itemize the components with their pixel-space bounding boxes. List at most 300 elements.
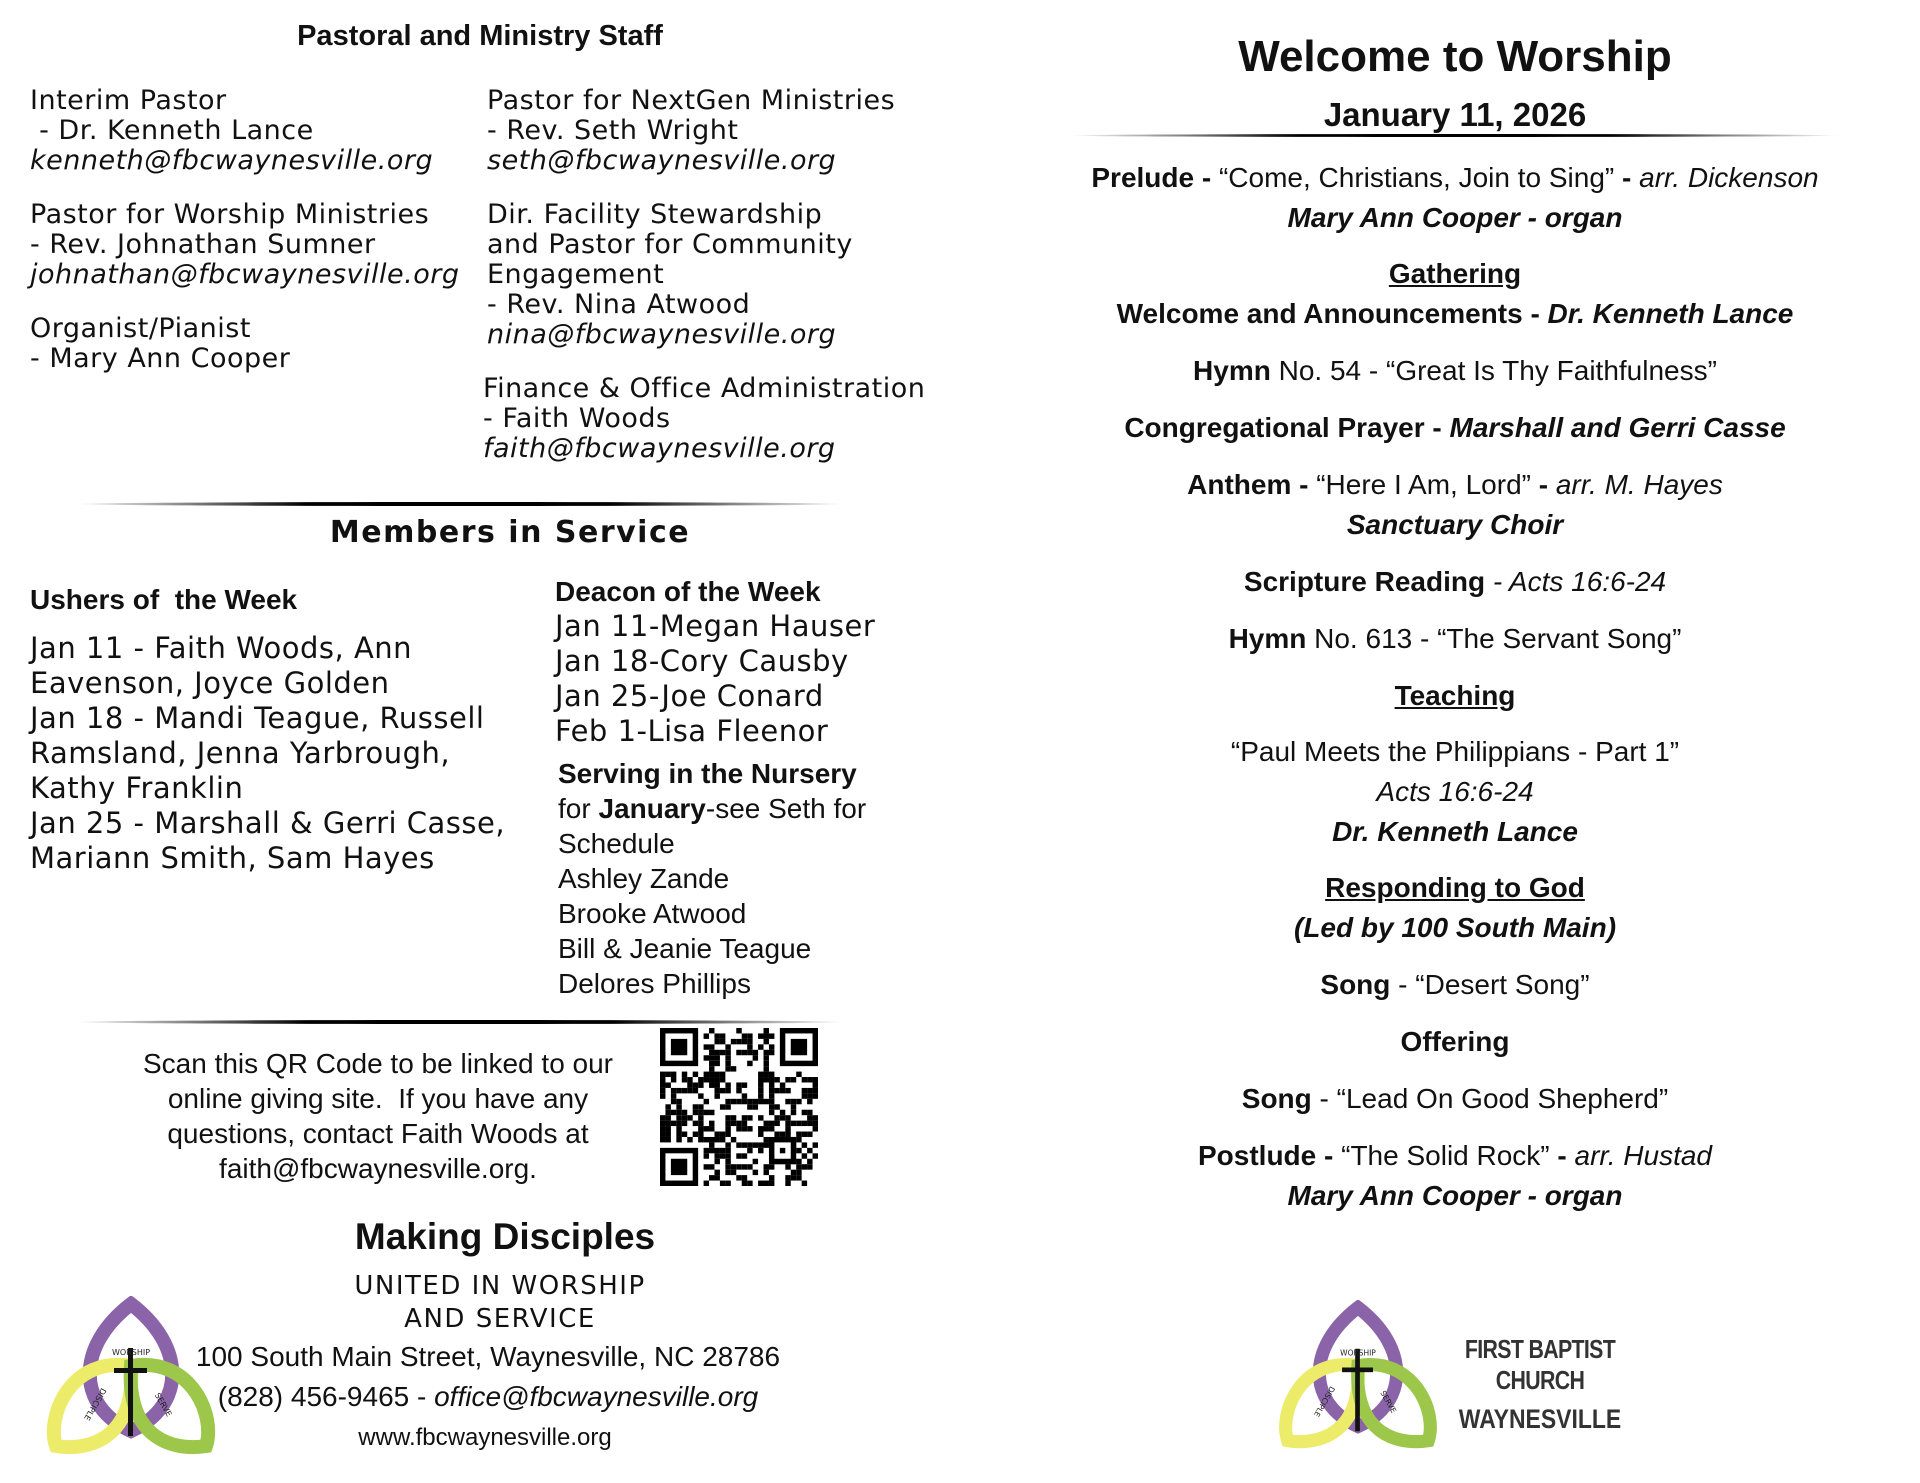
qr-module — [704, 1033, 709, 1038]
list-item: Eavenson, Joyce Golden — [30, 666, 390, 700]
qr-module — [720, 1132, 725, 1137]
qr-module — [780, 1082, 785, 1087]
qr-module — [709, 1137, 714, 1142]
anthem-arranger: arr. M. Hayes — [1555, 469, 1723, 500]
qr-module — [714, 1159, 719, 1164]
qr-module — [742, 1093, 747, 1098]
qr-module — [764, 1033, 769, 1038]
qr-module — [747, 1039, 752, 1044]
qr-module — [693, 1088, 698, 1093]
qr-module — [720, 1050, 725, 1055]
list-item: Jan 18-Cory Causby — [555, 644, 849, 678]
qr-module — [714, 1033, 719, 1038]
list-item: Ramsland, Jenna Yarbrough, — [30, 736, 451, 770]
qr-module — [676, 1104, 681, 1109]
qr-module — [698, 1126, 703, 1131]
qr-code[interactable] — [660, 1028, 818, 1186]
song-2-line — [1030, 1079, 1880, 1119]
scripture-text: - Acts 16:6-24 — [1485, 566, 1667, 597]
qr-module — [660, 1093, 665, 1098]
sermon-scripture — [1030, 772, 1880, 812]
qr-module — [813, 1126, 818, 1131]
qr-module — [774, 1088, 779, 1093]
prelude-sep: - — [1614, 162, 1640, 193]
qr-module — [736, 1099, 741, 1104]
qr-module — [736, 1121, 741, 1126]
qr-module — [802, 1093, 807, 1098]
qr-module — [725, 1142, 730, 1147]
postlude-performer-text: Mary Ann Cooper - organ — [1287, 1180, 1623, 1211]
qr-module — [709, 1175, 714, 1180]
qr-module — [725, 1148, 730, 1153]
qr-module — [731, 1039, 736, 1044]
qr-module — [758, 1132, 763, 1137]
website-link[interactable]: www.fbcwaynesville.org — [358, 1424, 612, 1451]
qr-module — [769, 1072, 774, 1077]
qr-module — [791, 1099, 796, 1104]
staff-role: Pastor for NextGen Ministries — [487, 85, 896, 116]
qr-module — [807, 1132, 812, 1137]
nursery-see: -see Seth for — [705, 793, 867, 824]
song-1-line — [1030, 965, 1880, 1005]
led-by — [1030, 908, 1880, 948]
qr-module — [693, 1132, 698, 1137]
united-tagline — [250, 1270, 750, 1336]
qr-module — [769, 1164, 774, 1169]
church-logo-left — [46, 1296, 216, 1456]
staff-email: johnathan@fbcwaynesville.org — [30, 259, 460, 290]
postlude-line — [1030, 1136, 1880, 1176]
teaching-heading: Teaching — [1394, 680, 1516, 711]
hymn-2-text: No. 613 - “The Servant Song” — [1306, 623, 1682, 654]
qr-module — [720, 1039, 725, 1044]
service-date: January 11, 2026 — [1323, 96, 1587, 133]
qr-module — [785, 1164, 790, 1169]
qr-module — [660, 1126, 665, 1131]
qr-module — [758, 1126, 763, 1131]
qr-module — [736, 1039, 741, 1044]
qr-module — [731, 1170, 736, 1175]
qr-module — [813, 1088, 818, 1093]
qr-module — [714, 1175, 719, 1180]
qr-module — [785, 1181, 790, 1186]
qr-module — [753, 1104, 758, 1109]
church-name — [1420, 1334, 1660, 1435]
qr-module — [682, 1088, 687, 1093]
qr-module — [698, 1132, 703, 1137]
qr-module — [742, 1050, 747, 1055]
qr-module — [725, 1044, 730, 1049]
qr-module — [731, 1164, 736, 1169]
qr-module — [764, 1164, 769, 1169]
hymn-1-line — [1030, 351, 1880, 391]
qr-module — [769, 1110, 774, 1115]
qr-instructions — [118, 1046, 638, 1186]
qr-module — [693, 1072, 698, 1077]
qr-module — [725, 1132, 730, 1137]
qr-module — [704, 1099, 709, 1104]
qr-module — [796, 1072, 801, 1077]
qr-module — [764, 1099, 769, 1104]
staff-role: Dir. Facility Stewardship — [487, 199, 823, 230]
qr-module — [747, 1099, 752, 1104]
song-1-label: Song — [1320, 969, 1391, 1000]
postlude-sep: - — [1549, 1140, 1575, 1171]
qr-module — [660, 1072, 665, 1077]
staff-entry-nextgen-pastor — [487, 86, 957, 176]
qr-module — [665, 1137, 670, 1142]
qr-module — [676, 1110, 681, 1115]
staff-email: seth@fbcwaynesville.org — [487, 145, 837, 176]
list-item: Brooke Atwood — [558, 898, 747, 929]
logo-cross-bar — [114, 1368, 147, 1373]
qr-module — [714, 1039, 719, 1044]
qr-module — [698, 1077, 703, 1082]
qr-module — [742, 1164, 747, 1169]
staff-name: - Faith Woods — [483, 403, 671, 434]
qr-module — [813, 1077, 818, 1082]
list-item: Feb 1-Lisa Fleenor — [555, 714, 829, 748]
list-item: Jan 25 - Marshall & Gerri Casse, — [30, 806, 506, 840]
qr-module — [785, 1121, 790, 1126]
nursery-for: for — [558, 793, 599, 824]
qr-module — [709, 1072, 714, 1077]
qr-module — [813, 1082, 818, 1087]
led-by-text: (Led by 100 South Main) — [1293, 912, 1617, 943]
prayer-label: Congregational Prayer - — [1124, 412, 1450, 443]
qr-module — [714, 1077, 719, 1082]
qr-module — [753, 1099, 758, 1104]
ushers-section — [30, 582, 550, 876]
qr-module — [736, 1050, 741, 1055]
qr-module — [687, 1115, 692, 1120]
qr-module — [709, 1050, 714, 1055]
logo-word-disciple: DISCIPLE — [1312, 1384, 1337, 1419]
qr-module — [720, 1181, 725, 1186]
qr-module — [725, 1159, 730, 1164]
responding-heading: Responding to God — [1325, 872, 1585, 903]
making-disciples-heading: Making Disciples — [354, 1216, 656, 1257]
staff-entry-worship-pastor — [30, 200, 480, 290]
qr-module — [807, 1088, 812, 1093]
qr-module — [671, 1159, 687, 1175]
qr-module — [791, 1104, 796, 1109]
qr-module — [780, 1148, 785, 1153]
staff-role: Interim Pastor — [30, 85, 227, 116]
qr-module — [671, 1121, 676, 1126]
qr-module — [720, 1033, 725, 1038]
logo-word-worship: WORSHIP — [111, 1348, 151, 1357]
nursery-month-line — [558, 791, 938, 826]
qr-module — [714, 1093, 719, 1098]
qr-module — [704, 1055, 709, 1060]
logo-word-worship: WORSHIP — [1340, 1348, 1376, 1358]
qr-module — [758, 1115, 763, 1120]
prelude-arranger: arr. Dickenson — [1639, 162, 1819, 193]
qr-module — [769, 1082, 774, 1087]
qr-module — [693, 1082, 698, 1087]
qr-module — [769, 1044, 774, 1049]
offering-line — [1030, 1022, 1880, 1062]
qr-text-line: online giving site. If you have any — [167, 1083, 589, 1114]
qr-module — [742, 1115, 747, 1120]
logo-word-disciple: DISCIPLE — [82, 1386, 108, 1423]
qr-module — [807, 1077, 812, 1082]
qr-module — [785, 1126, 790, 1131]
qr-module — [769, 1050, 774, 1055]
qr-module — [764, 1077, 769, 1082]
qr-module — [753, 1055, 758, 1060]
qr-module — [785, 1099, 790, 1104]
qr-module — [682, 1072, 687, 1077]
anthem-label: Anthem - — [1187, 469, 1317, 500]
hymn-2-line — [1030, 619, 1880, 659]
prelude-title: “Come, Christians, Join to Sing” — [1218, 162, 1615, 193]
qr-module — [725, 1082, 730, 1087]
qr-module — [720, 1088, 725, 1093]
qr-module — [671, 1099, 676, 1104]
qr-module — [753, 1159, 758, 1164]
qr-module — [687, 1088, 692, 1093]
section-gathering — [1030, 254, 1880, 294]
qr-module — [764, 1142, 769, 1147]
list-item: Mariann Smith, Sam Hayes — [30, 841, 435, 875]
qr-module — [780, 1132, 785, 1137]
qr-module — [714, 1082, 719, 1087]
qr-module — [725, 1170, 730, 1175]
sermon-speaker-text: Dr. Kenneth Lance — [1332, 816, 1578, 847]
staff-entry-organist — [30, 314, 480, 374]
qr-module — [665, 1082, 670, 1087]
qr-module — [769, 1088, 774, 1093]
qr-module — [796, 1099, 801, 1104]
qr-module — [687, 1082, 692, 1087]
qr-module — [698, 1110, 703, 1115]
qr-module — [736, 1153, 741, 1158]
qr-module — [747, 1181, 752, 1186]
qr-module — [807, 1093, 812, 1098]
prelude-label: Prelude - — [1091, 162, 1219, 193]
qr-module — [714, 1137, 719, 1142]
qr-module — [709, 1110, 714, 1115]
qr-module — [676, 1126, 681, 1131]
office-email[interactable]: office@fbcwaynesville.org — [434, 1381, 759, 1412]
ushers-heading: Ushers of the Week — [30, 584, 298, 615]
qr-module — [758, 1181, 763, 1186]
qr-module — [709, 1066, 714, 1071]
qr-module — [720, 1153, 725, 1158]
hymn-2-label: Hymn — [1228, 623, 1307, 654]
qr-module — [742, 1082, 747, 1087]
qr-module — [704, 1164, 709, 1169]
qr-module — [704, 1181, 709, 1186]
order-of-worship — [1030, 158, 1880, 1216]
qr-module — [736, 1082, 741, 1087]
qr-module — [753, 1142, 758, 1147]
qr-module — [769, 1181, 774, 1186]
qr-module — [747, 1104, 752, 1109]
deacon-heading: Deacon of the Week — [555, 576, 821, 607]
qr-module — [671, 1110, 676, 1115]
qr-module — [791, 1039, 807, 1055]
divider-staff — [75, 502, 845, 506]
qr-module — [714, 1132, 719, 1137]
qr-module — [742, 1099, 747, 1104]
nursery-section — [558, 756, 938, 1001]
qr-module — [758, 1072, 763, 1077]
qr-module — [714, 1050, 719, 1055]
staff-name: - Rev. Nina Atwood — [487, 289, 751, 320]
qr-module — [720, 1137, 725, 1142]
staff-entry-interim-pastor — [30, 86, 480, 176]
qr-module — [802, 1132, 807, 1137]
staff-role: Pastor for Worship Ministries — [30, 199, 430, 230]
qr-module — [802, 1121, 807, 1126]
staff-name: - Mary Ann Cooper — [30, 343, 291, 374]
qr-module — [769, 1077, 774, 1082]
qr-module — [785, 1115, 790, 1120]
list-item: Ashley Zande — [558, 863, 730, 894]
page-title: Welcome to Worship — [1238, 32, 1672, 81]
qr-module — [698, 1104, 703, 1109]
divider-members — [75, 1020, 845, 1024]
qr-module — [758, 1088, 763, 1093]
qr-module — [720, 1148, 725, 1153]
welcome-line — [1030, 294, 1880, 334]
qr-module — [736, 1028, 741, 1033]
qr-module — [813, 1153, 818, 1158]
qr-module — [774, 1115, 779, 1120]
qr-module — [764, 1039, 769, 1044]
staff-name: - Rev. Seth Wright — [487, 115, 739, 146]
qr-module — [720, 1104, 725, 1109]
qr-module — [747, 1061, 752, 1066]
list-item: Jan 18 - Mandi Teague, Russell — [30, 701, 485, 735]
qr-module — [709, 1082, 714, 1087]
qr-module — [693, 1121, 698, 1126]
qr-module — [725, 1088, 730, 1093]
qr-module — [758, 1077, 763, 1082]
anthem-sep: - — [1530, 469, 1556, 500]
qr-module — [747, 1126, 752, 1131]
logo-cross — [1355, 1349, 1360, 1432]
qr-module — [714, 1055, 719, 1060]
qr-module — [736, 1175, 741, 1180]
qr-module — [725, 1066, 730, 1071]
sermon-scripture-text: Acts 16:6-24 — [1376, 776, 1534, 807]
qr-module — [764, 1066, 769, 1071]
qr-text-line: faith@fbcwaynesville.org. — [219, 1153, 537, 1184]
qr-module — [725, 1104, 730, 1109]
qr-module — [764, 1061, 769, 1066]
qr-module — [665, 1110, 670, 1115]
nursery-schedule: Schedule — [558, 828, 675, 859]
staff-role: Organist/Pianist — [30, 313, 251, 344]
list-item: Bill & Jeanie Teague — [558, 933, 812, 964]
phone-number: (828) 456-9465 - — [217, 1381, 435, 1412]
qr-module — [671, 1077, 676, 1082]
qr-module — [682, 1110, 687, 1115]
qr-module — [714, 1170, 719, 1175]
qr-module — [731, 1066, 736, 1071]
qr-module — [725, 1181, 730, 1186]
qr-module — [709, 1148, 714, 1153]
qr-module — [731, 1099, 736, 1104]
qr-module — [687, 1077, 692, 1082]
qr-module — [676, 1137, 681, 1142]
qr-module — [813, 1115, 818, 1120]
qr-module — [725, 1055, 730, 1060]
nursery-heading: Serving in the Nursery — [558, 758, 857, 789]
qr-module — [780, 1115, 785, 1120]
qr-module — [802, 1153, 807, 1158]
qr-module — [813, 1121, 818, 1126]
qr-module — [671, 1093, 676, 1098]
qr-module — [747, 1164, 752, 1169]
qr-module — [682, 1115, 687, 1120]
staff-heading: Pastoral and Ministry Staff — [297, 20, 663, 52]
qr-module — [671, 1088, 676, 1093]
qr-module — [769, 1104, 774, 1109]
qr-module — [753, 1050, 758, 1055]
qr-module — [725, 1126, 730, 1131]
staff-role: Finance & Office Administration — [483, 373, 926, 404]
qr-module — [764, 1126, 769, 1131]
qr-module — [671, 1039, 687, 1055]
scripture-label: Scripture Reading — [1243, 566, 1486, 597]
qr-module — [742, 1142, 747, 1147]
qr-module — [671, 1072, 676, 1077]
qr-module — [813, 1093, 818, 1098]
postlude-arranger: arr. Hustad — [1574, 1140, 1712, 1171]
qr-module — [660, 1082, 665, 1087]
qr-module — [802, 1164, 807, 1169]
hymn-1-label: Hymn — [1193, 355, 1271, 386]
qr-module — [758, 1082, 763, 1087]
welcome-label: Welcome and Announcements - — [1116, 298, 1548, 329]
qr-module — [747, 1044, 752, 1049]
qr-module — [660, 1132, 665, 1137]
qr-module — [758, 1044, 763, 1049]
deacon-list — [555, 609, 955, 749]
qr-module — [791, 1121, 796, 1126]
qr-module — [774, 1132, 779, 1137]
postlude-performer — [1030, 1176, 1880, 1216]
qr-module — [807, 1159, 812, 1164]
qr-module — [769, 1099, 774, 1104]
staff-name: - Dr. Kenneth Lance — [30, 115, 314, 146]
qr-module — [676, 1115, 681, 1120]
list-item: Jan 25-Joe Conard — [555, 679, 824, 713]
qr-module — [774, 1104, 779, 1109]
qr-module — [742, 1121, 747, 1126]
anthem-title: “Here I Am, Lord” — [1316, 469, 1531, 500]
staff-entry-finance — [483, 374, 957, 464]
list-item: Jan 11 - Faith Woods, Ann — [30, 631, 413, 665]
qr-module — [764, 1028, 769, 1033]
qr-module — [731, 1121, 736, 1126]
qr-module — [736, 1164, 741, 1169]
qr-module — [764, 1137, 769, 1142]
qr-module — [698, 1115, 703, 1120]
divider-title — [1068, 134, 1840, 137]
qr-module — [665, 1132, 670, 1137]
qr-module — [736, 1142, 741, 1147]
qr-module — [758, 1148, 763, 1153]
qr-module — [796, 1132, 801, 1137]
qr-module — [714, 1088, 719, 1093]
qr-module — [742, 1039, 747, 1044]
